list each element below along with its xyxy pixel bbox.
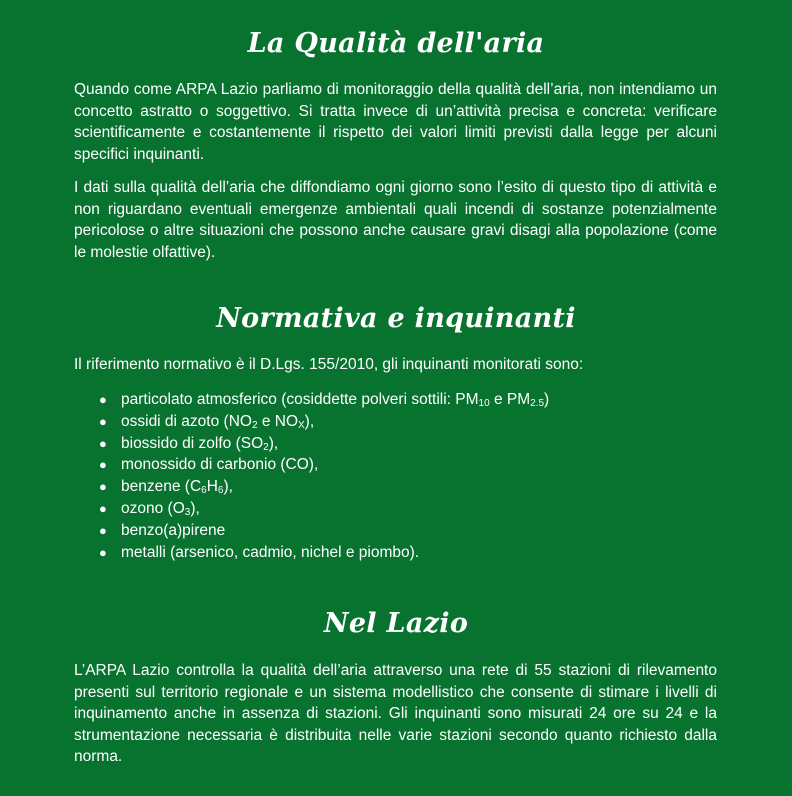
pollutant-text: monossido di carbonio (CO), [121,456,319,474]
pollutant-subscript: 2.5 [530,398,545,409]
pollutant-item [74,498,717,520]
pollutant-text: ), [223,478,233,496]
pollutant-item [74,454,717,476]
pollutant-subscript: 2 [263,441,269,453]
pollutant-text: ), [304,412,315,430]
pollutant-subscript: 2 [251,419,258,431]
pollutant-item [74,542,717,564]
bullet-icon: ● [99,435,107,451]
pollutant-text: ), [268,434,279,452]
bullet-icon: ● [99,392,107,407]
pollutant-text: ossidi di azoto (NO [121,412,252,430]
pollutant-text: e NO [257,412,298,430]
bullet-icon: ● [99,457,107,473]
pollutant-item [74,433,717,455]
pollutant-text: particolato atmosferico (cosiddette polveri sottili: PM [121,391,479,408]
pollutant-subscript: X [298,419,305,431]
pollutant-subscript: 10 [478,398,490,409]
pollutant-item [74,476,717,498]
bullet-icon: ● [99,544,107,560]
paragraph-monitoraggio: Quando come ARPA Lazio parliamo di monitoraggio della qualità dell’aria, non intendiamo un concetto astratto o soggettivo. Si tratta invece di un’attività precisa e concreta: verificare scientificamente e costantemente il rispetto dei valori limiti previsti dalla legge per alcuni specifici inquinanti. [74,81,717,163]
paragraph-lazio: L’ARPA Lazio controlla la qualità dell’aria attraverso una rete di 55 stazioni di rilevamento presenti sul territorio regionale e un sistema modellistico che consente di stimare i livelli di inquinamento anche in assenza di stazioni. Gli inquinanti sono misurati 24 ore su 24 e la strumentazione necessaria è distribuita nelle varie stazioni secondo quanto richiesto dalla norma. [74,662,717,765]
section-title-qualita: La Qualità dell'aria [247,28,545,59]
pollutant-item [74,411,717,433]
pollutant-list [74,389,717,563]
pollutant-text: benzene (C [121,478,202,496]
pollutant-text: benzo(a)pirene [121,521,226,539]
pollutant-text: biossido di zolfo (SO [121,434,264,452]
bullet-icon: ● [99,479,107,495]
paragraph-dati: I dati sulla qualità dell’aria che diffondiamo ogni giorno sono l’esito di questo tipo di attività e non riguardano eventuali emergenze ambientali quali incendi di sostanze potenzialmente pericolose o altre situazioni che possono anche causare gravi disagi alla popolazione (come le molestie olfattive). [74,179,717,261]
pollutant-text: H [206,478,218,496]
pollutant-text: metalli (arsenico, cadmio, nichel e piombo). [121,543,420,561]
section-title-normativa: Normativa e inquinanti [216,303,576,334]
pollutant-item [74,520,717,542]
pollutant-subscript: 3 [184,506,191,518]
bullet-icon: ● [99,522,107,538]
bullet-icon: ● [99,413,107,429]
bullet-icon: ● [99,500,107,516]
pollutant-text: ), [190,499,200,517]
pollutant-text: e PM [489,391,531,408]
pollutant-subscript: 6 [201,485,207,497]
pollutant-text: ) [544,391,550,408]
paragraph-riferimento-normativo: Il riferimento normativo è il D.Lgs. 155/2010, gli inquinanti monitorati sono: [74,356,584,373]
section-title-lazio: Nel Lazio [323,608,469,639]
pollutant-item [74,389,717,411]
pollutant-text: ozono (O [121,499,185,517]
pollutant-subscript: 6 [217,485,224,497]
